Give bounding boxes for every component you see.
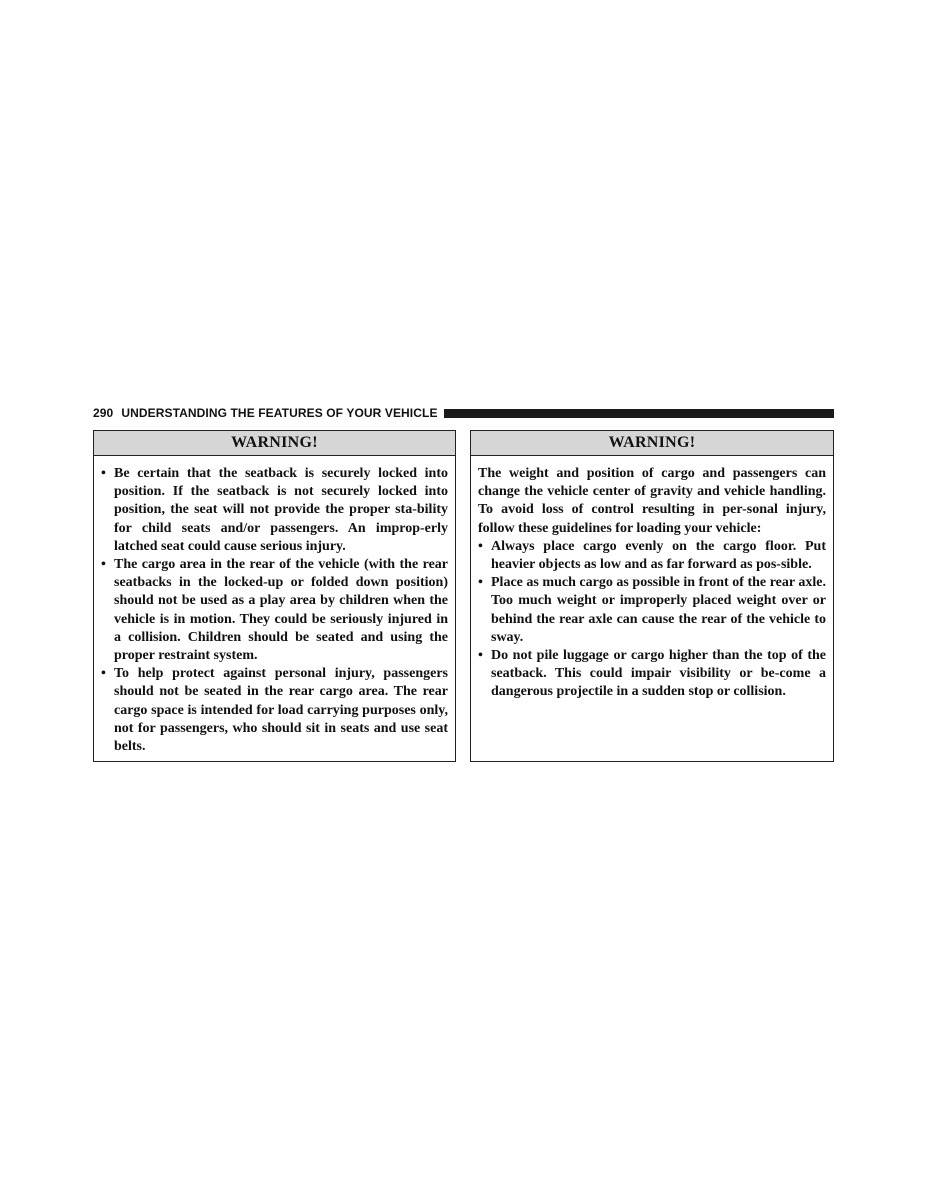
bullet-icon: •	[101, 557, 106, 573]
bullet-icon: •	[101, 666, 106, 682]
bullet-icon: •	[478, 648, 483, 664]
left-warning-title: WARNING!	[94, 431, 455, 456]
list-item-text: Do not pile luggage or cargo higher than the top of the seatback. This could impair visibility or be-come a dangerous projectile in a sudden stop or collision.	[491, 648, 826, 700]
left-warning-body	[94, 456, 455, 756]
list-item-text: To help protect against personal injury, passengers should not be seated in the rear cargo area. The rear cargo space is intended for load carrying purposes only, not for passengers, who should sit in seats and use seat belts.	[114, 666, 448, 755]
section-title: UNDERSTANDING THE FEATURES OF YOUR VEHICLE	[121, 406, 438, 420]
right-warning-body	[471, 456, 833, 702]
list-item	[478, 647, 826, 702]
right-warning-intro: The weight and position of cargo and passengers can change the vehicle center of gravity and vehicle handling. To avoid loss of control resulting in per-sonal injury, follow these guidelines for loading your vehicle:	[478, 466, 826, 536]
list-item	[101, 665, 448, 756]
list-item	[101, 556, 448, 665]
left-warning-box	[93, 430, 456, 762]
left-warning-list	[101, 465, 448, 756]
bullet-icon: •	[101, 466, 106, 481]
list-item-text: Place as much cargo as possible in front of the rear axle. Too much weight or improperly placed weight over or behind the rear axle can cause the rear of the vehicle to sway.	[491, 575, 826, 645]
list-item	[101, 465, 448, 556]
right-warning-title: WARNING!	[471, 431, 833, 456]
list-item	[478, 574, 826, 647]
right-warning-list	[478, 538, 826, 702]
list-item-text: The cargo area in the rear of the vehicle (with the rear seatbacks in the locked-up or folded down position) should not be used as a play area by children when the vehicle is in motion. They could be seriously injured in a collision. Children should be seated and using the proper restraint system.	[114, 557, 448, 664]
header-rule	[444, 409, 834, 418]
page-number: 290	[93, 406, 114, 420]
bullet-icon: •	[478, 575, 483, 591]
page-header	[93, 404, 834, 422]
list-item	[478, 538, 826, 574]
list-item-text: Be certain that the seatback is securely locked into position. If the seatback is not securely locked into position, the seat will not provide the proper sta-bility for child seats and/or passengers. An improp-erly latched seat could cause serious injury.	[114, 466, 448, 554]
list-item-text: Always place cargo evenly on the cargo floor. Put heavier objects as low and as far forward as pos-sible.	[491, 538, 826, 573]
right-warning-box	[470, 430, 834, 762]
bullet-icon: •	[478, 538, 483, 554]
